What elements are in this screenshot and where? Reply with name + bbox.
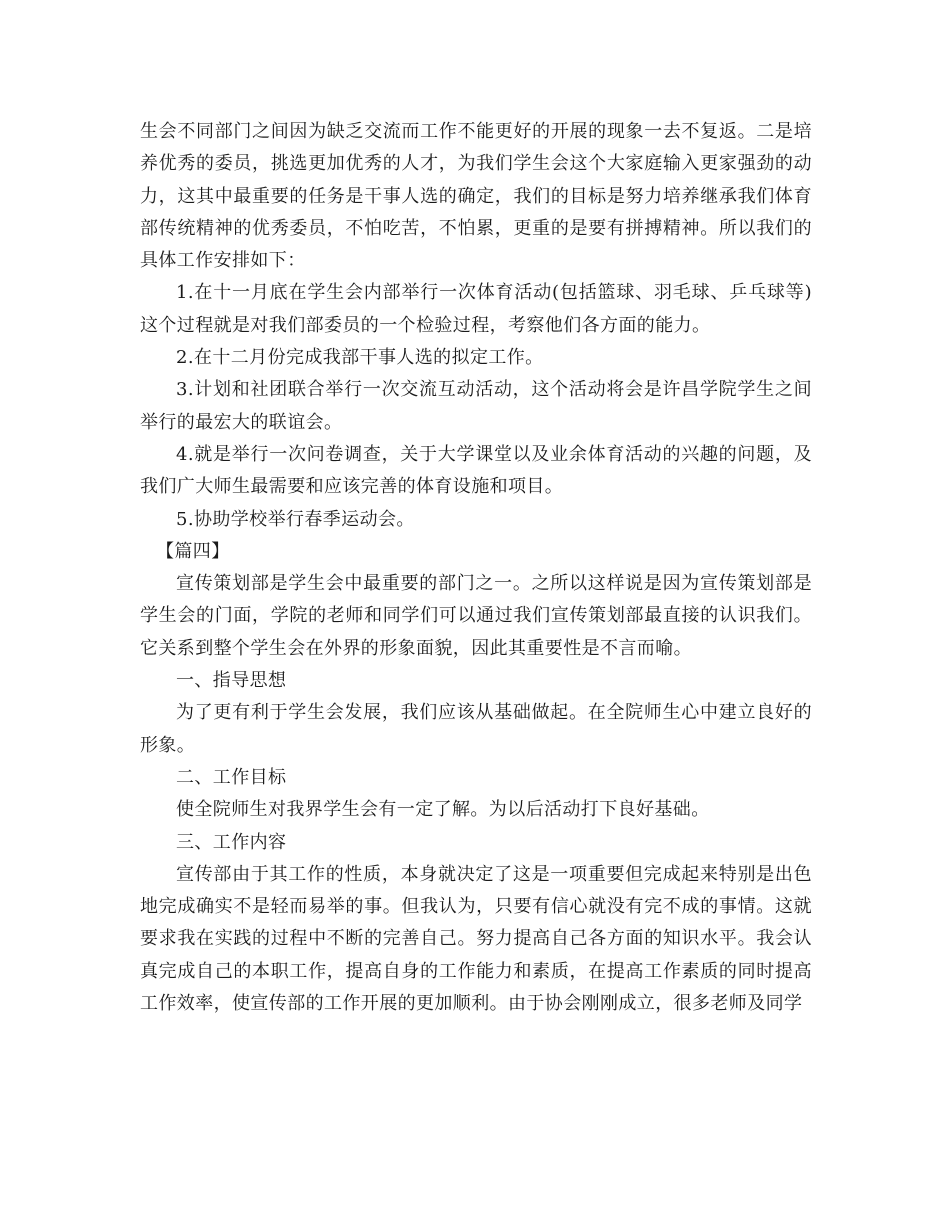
document-body <box>140 116 812 1020</box>
section-title-part-four: 【篇四】 <box>156 540 230 562</box>
list-item-5: 5.协助学校举行春季运动会。 <box>176 508 415 530</box>
list-item-2: 2.在十二月份完成我部干事人选的拟定工作。 <box>176 347 544 369</box>
paragraph-work-goals: 使全院师生对我界学生会有一定了解。为以后活动打下良好基础。 <box>176 799 710 821</box>
heading-guiding-ideology: 一、指导思想 <box>176 670 287 692</box>
heading-work-goals: 二、工作目标 <box>176 766 287 788</box>
list-item-3: 3.计划和社团联合举行一次交流互动活动，这个活动将会是许昌学院学生之间举行的最宏大的联谊会。 <box>140 379 812 433</box>
paragraph-intro: 宣传策划部是学生会中最重要的部门之一。之所以这样说是因为宣传策划部是学生会的门面，学院的老师和同学们可以通过我们宣传策划部最直接的认识我们。它关系到整个学生会在外界的形象面貌，因此其重要性是不言而喻。 <box>140 573 812 659</box>
paragraph-guiding-ideology: 为了更有利于学生会发展，我们应该从基础做起。在全院师生心中建立良好的形象。 <box>140 702 812 756</box>
paragraph-continuation: 生会不同部门之间因为缺乏交流而工作不能更好的开展的现象一去不复返。二是培养优秀的委员，挑选更加优秀的人才，为我们学生会这个大家庭输入更家强劲的动力，这其中最重要的任务是干事人选的确定，我们的目标是努力培养继承我们体育部传统精神的优秀委员，不怕吃苦，不怕累，更重的是要有拼搏精神。所以我们的具体工作安排如下： <box>140 121 812 272</box>
list-item-1: 1.在十一月底在学生会内部举行一次体育活动(包括篮球、羽毛球、乒乓球等)这个过程就是对我们部委员的一个检验过程，考察他们各方面的能力。 <box>140 282 812 336</box>
paragraph-work-content: 宣传部由于其工作的性质，本身就决定了这是一项重要但完成起来特别是出色地完成确实不是轻而易举的事。但我认为，只要有信心就没有完不成的事情。这就要求我在实践的过程中不断的完善自己。努力提高自己各方面的知识水平。我会认真完成自己的本职工作，提高自身的工作能力和素质，在提高工作素质的同时提高工作效率，使宣传部的工作开展的更加顺利。由于协会刚刚成立，很多老师及同学 <box>140 863 812 1015</box>
list-item-4: 4.就是举行一次问卷调查，关于大学课堂以及业余体育活动的兴趣的问题，及我们广大师生最需要和应该完善的体育设施和项目。 <box>140 443 812 498</box>
heading-work-content: 三、工作内容 <box>176 831 287 853</box>
